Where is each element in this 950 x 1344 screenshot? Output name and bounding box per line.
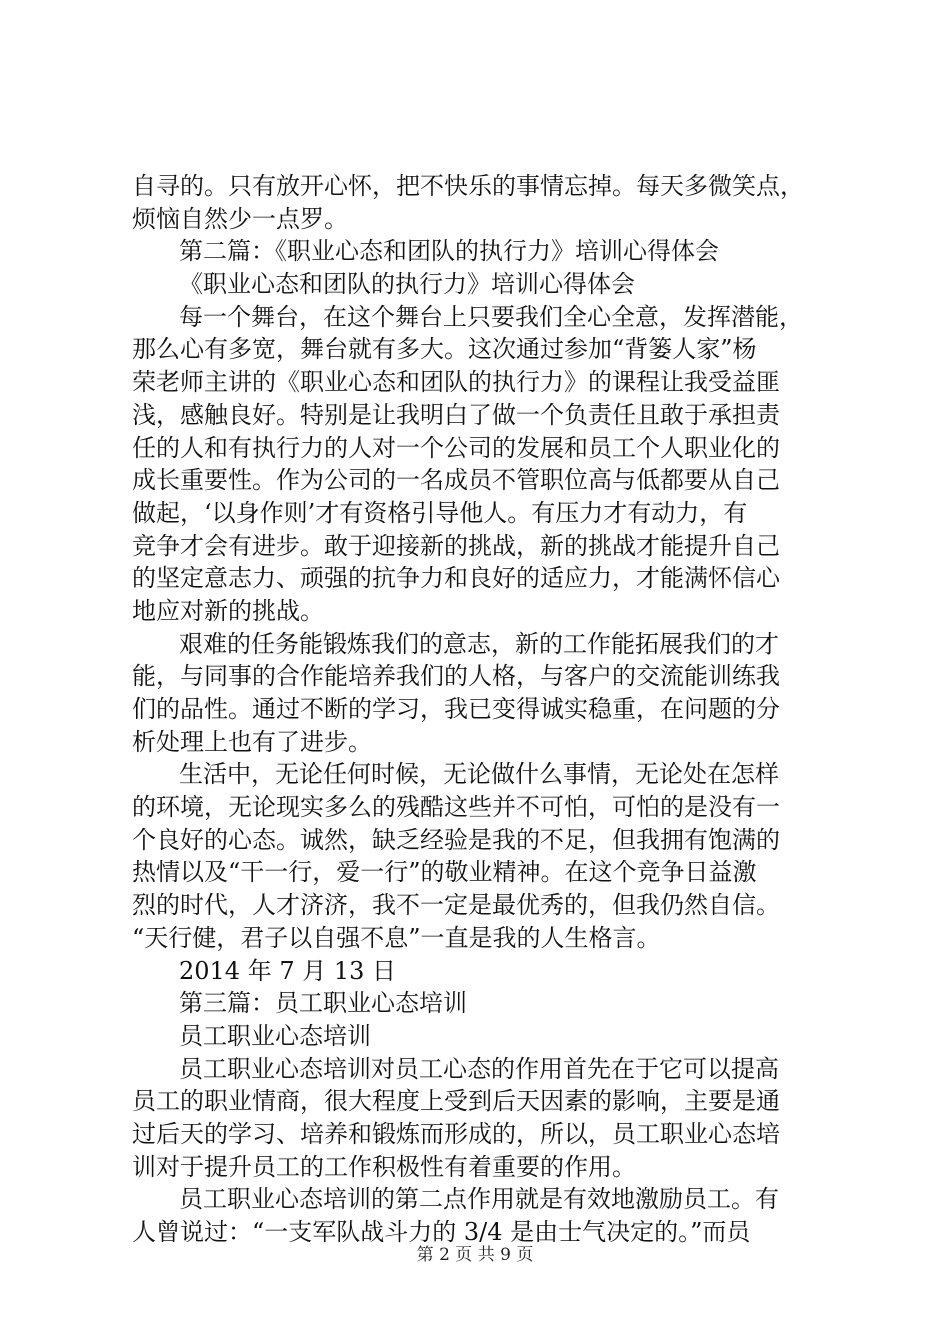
text-line: 荣老师主讲的《职业心态和团队的执行力》的课程让我受益匪: [132, 368, 780, 397]
document-body: [132, 170, 832, 1249]
text-line: 浅，感触良好。特别是让我明白了做一个负责任且敢于承担责: [132, 400, 780, 429]
text-line: “天行健，君子以自强不息”一直是我的人生格言。: [132, 923, 661, 952]
text-line: 竞争才会有进步。敢于迎接新的挑战，新的挑战才能提升自己: [132, 531, 780, 560]
text-line: 员工职业心态培训: [179, 1021, 371, 1050]
text-line: 烈的时代，人才济济，我不一定是最优秀的，但我仍然自信。: [132, 891, 780, 920]
text-line: 过后天的学习、培养和锻炼而形成的，所以，员工职业心态培: [132, 1119, 780, 1148]
text-line: 自寻的。只有放开心怀，把不快乐的事情忘掉。每天多微笑点，: [132, 172, 804, 200]
text-line: 第二篇：《职业心态和团队的执行力》培训心得体会: [179, 237, 719, 266]
text-line: 析处理上也有了进步。: [132, 727, 372, 756]
text-line: 人曾说过：“一支军队战斗力的 3/4 是由士气决定的。”而员: [132, 1218, 751, 1246]
text-line: 的环境，无论现实多么的残酷这些并不可怕，可怕的是没有一: [132, 793, 780, 822]
text-line: 员工的职业情商，很大程度上受到后天因素的影响，主要是通: [132, 1087, 780, 1116]
text-line: 成长重要性。作为公司的一名成员不管职位高与低都要从自己: [132, 466, 780, 495]
text-line: 热情以及“干一行，爱一行”的敬业精神。在这个竞争日益激: [132, 858, 757, 887]
text-line: 做起，‘以身作则’才有资格引导他人。有压力才有动力，有: [132, 498, 748, 527]
text-line: 们的品性。通过不断的学习，我已变得诚实稳重，在问题的分: [132, 695, 780, 723]
text-line: 生活中，无论任何时候，无论做什么事情，无论处在怎样: [179, 760, 779, 789]
text-line: 员工职业心态培训对员工心态的作用首先在于它可以提高: [179, 1054, 779, 1083]
text-line: 的坚定意志力、顽强的抗争力和良好的适应力，才能满怀信心: [132, 564, 780, 593]
text-line: 艰难的任务能锻炼我们的意志，新的工作能拓展我们的才: [179, 629, 779, 658]
text-line: 第三篇：员工职业心态培训: [179, 989, 467, 1018]
text-line: 每一个舞台，在这个舞台上只要我们全心全意，发挥潜能，: [179, 302, 803, 331]
text-line: 地应对新的挑战。: [132, 596, 324, 625]
page-number-label: 第 2 页 共 9 页: [416, 1245, 534, 1265]
text-line: 个良好的心态。诚然，缺乏经验是我的不足，但我拥有饱满的: [132, 825, 780, 854]
text-line: 《职业心态和团队的执行力》培训心得体会: [179, 270, 635, 299]
text-line: 能，与同事的合作能培养我们的人格，与客户的交流能训练我: [132, 662, 780, 691]
text-line: 那么心有多宽，舞台就有多大。这次通过参加“背篓人家”杨: [132, 335, 757, 364]
text-line: 训对于提升员工的工作积极性有着重要的作用。: [132, 1152, 636, 1181]
text-line: 2014 年 7 月 13 日: [179, 956, 397, 985]
page-footer: [0, 1240, 950, 1265]
text-line: 任的人和有执行力的人对一个公司的发展和员工个人职业化的: [132, 433, 780, 462]
text-line: 烦恼自然少一点罗。: [132, 204, 348, 233]
text-line: 员工职业心态培训的第二点作用就是有效地激励员工。有: [179, 1185, 779, 1214]
